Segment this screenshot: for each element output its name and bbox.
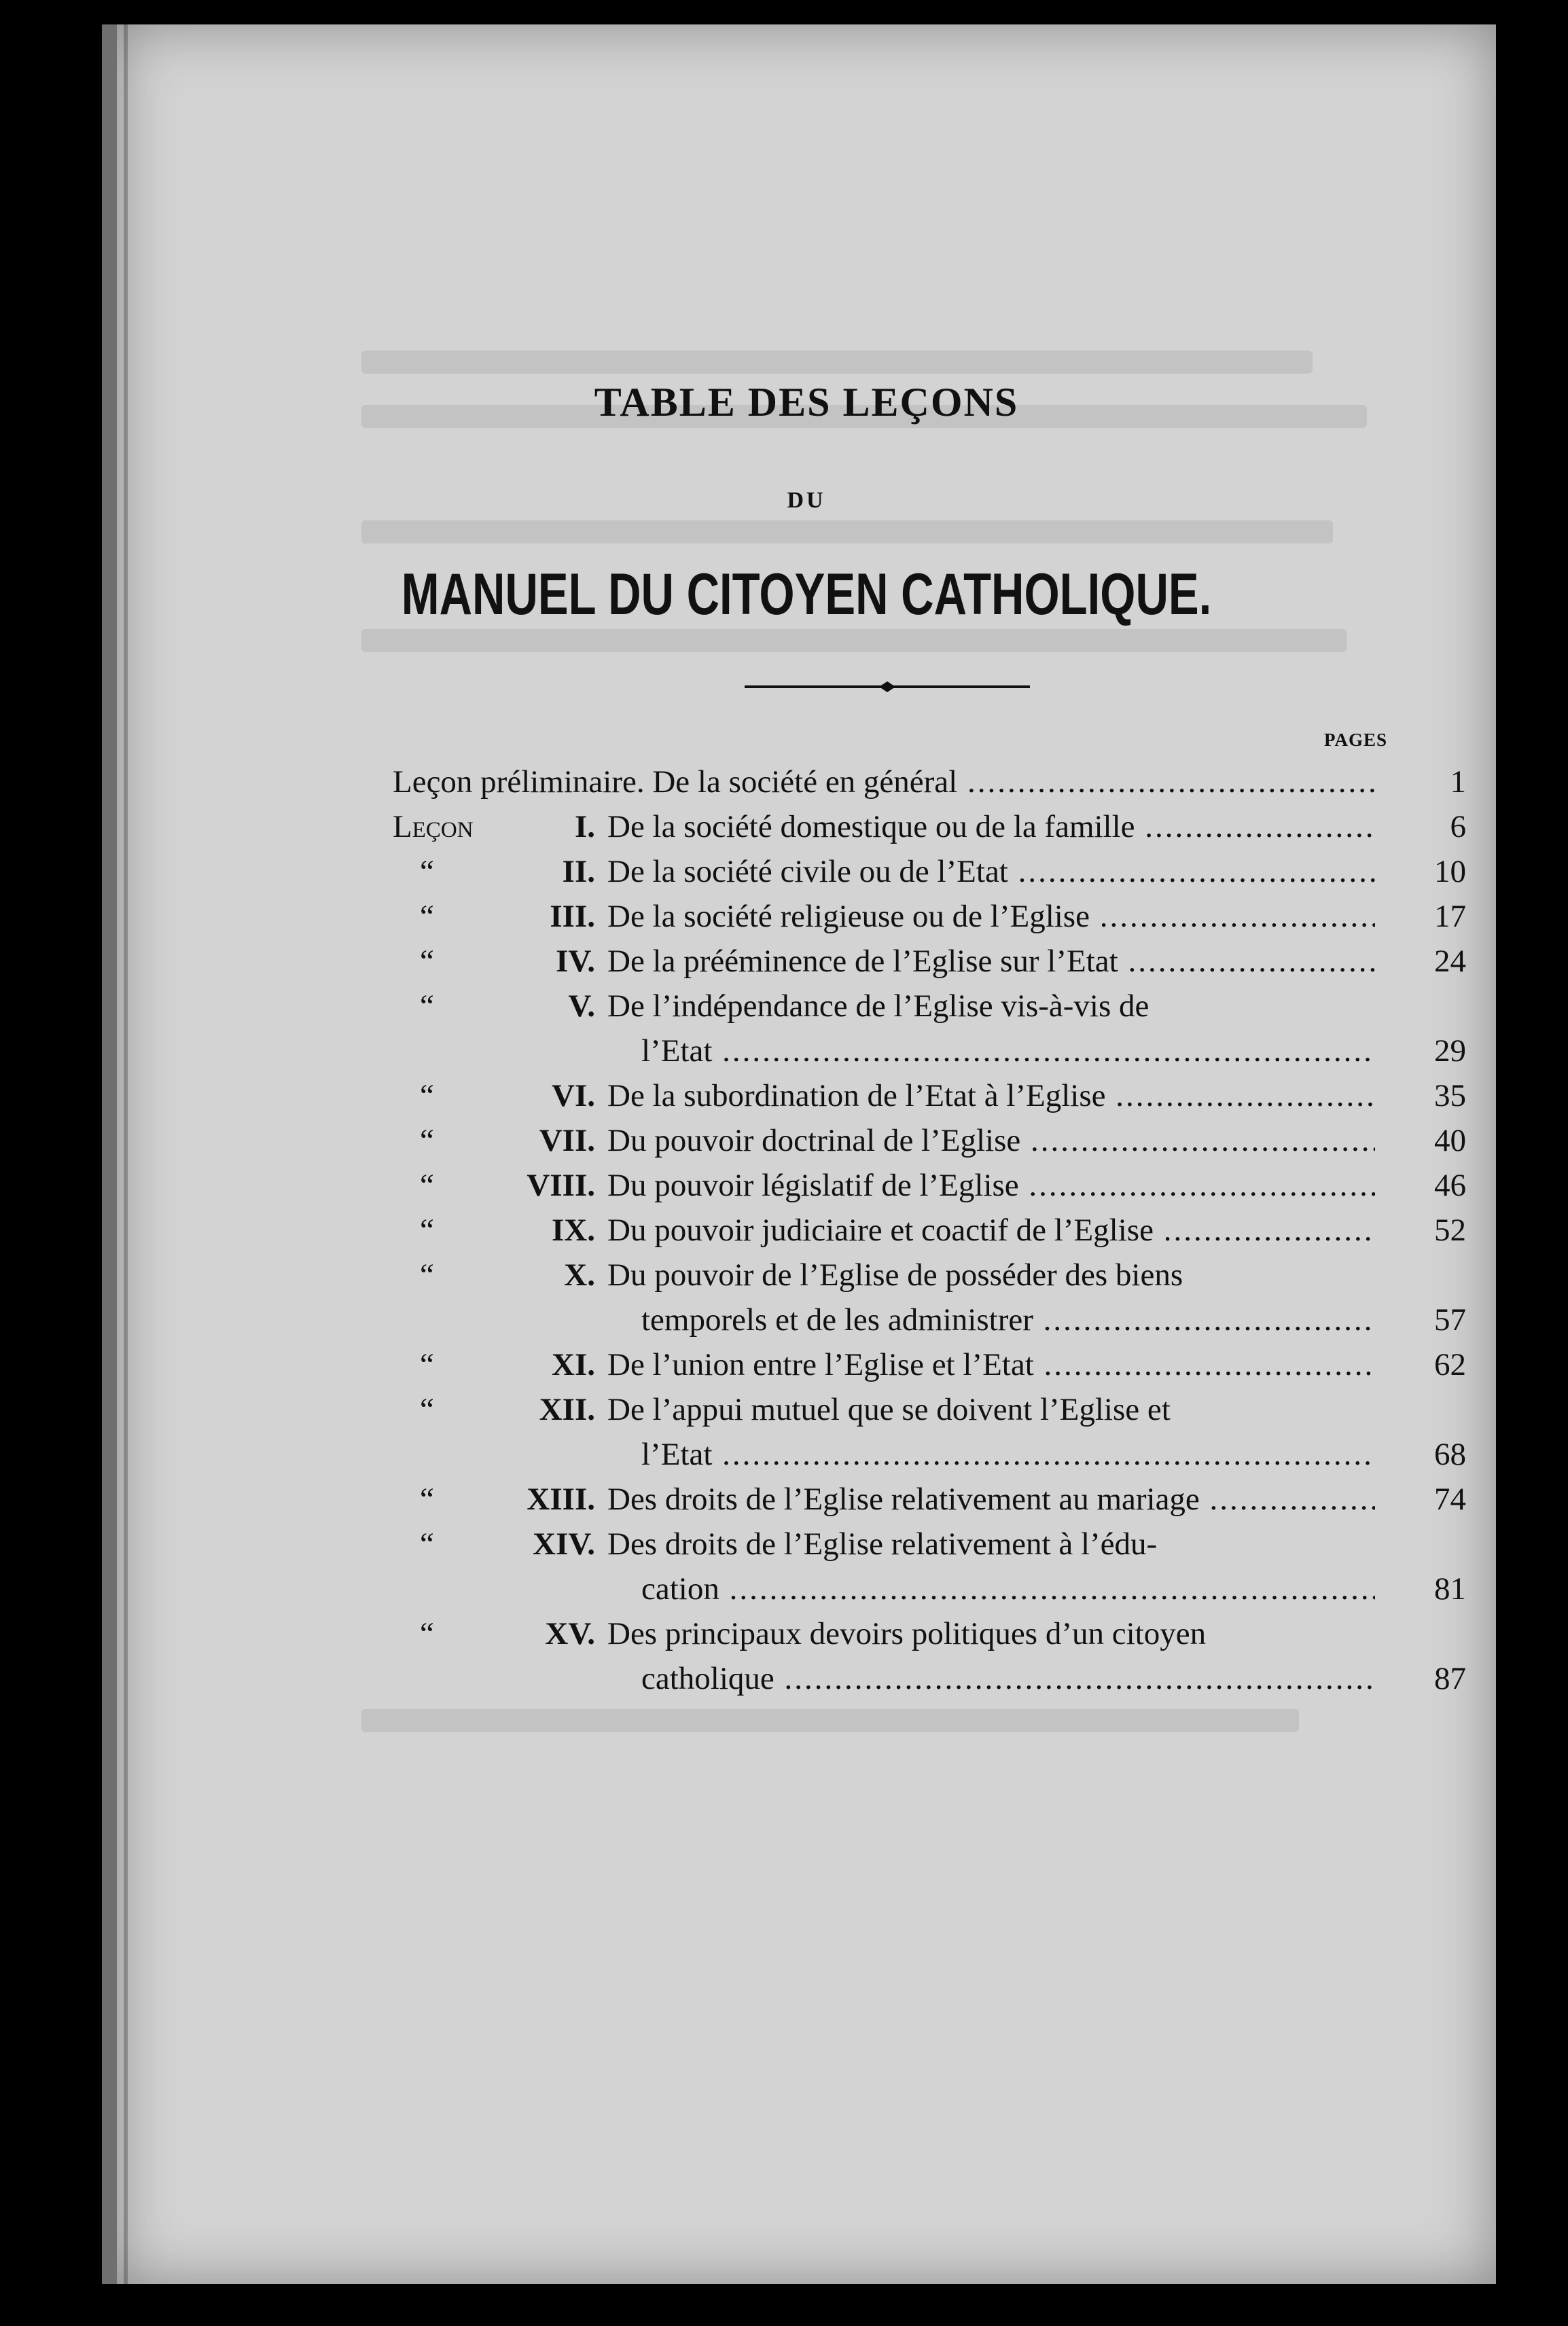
- toc-entry-title: [607, 1611, 1375, 1656]
- toc-entry: [393, 1477, 1466, 1522]
- page-number: 87: [1434, 1661, 1466, 1696]
- lesson-number: IV.: [556, 944, 595, 979]
- page-spine-edge: [124, 24, 128, 2284]
- page-number: 29: [1434, 1033, 1466, 1069]
- toc-entry-continuation: [393, 1028, 1466, 1073]
- toc-entry-prefix: “: [420, 1526, 434, 1562]
- bleed-through-line: [361, 629, 1347, 652]
- toc-entry-text: Du pouvoir législatif de l’Eglise .....: [607, 1168, 1375, 1203]
- lesson-number: VI.: [552, 1078, 595, 1113]
- toc-entry-title: [607, 894, 1375, 939]
- toc-entry-title: [607, 1432, 1375, 1477]
- page-number: 35: [1434, 1078, 1466, 1113]
- lesson-number: XII.: [539, 1392, 595, 1427]
- title-du: DU: [787, 488, 826, 513]
- toc-entry-title: [607, 939, 1375, 984]
- toc-entry-text: De la société civile ou de l’Etat .....: [607, 854, 1375, 889]
- page-number: 46: [1434, 1168, 1466, 1203]
- lesson-number: X.: [564, 1257, 595, 1293]
- toc-entry-prefix: “: [420, 1482, 434, 1517]
- toc-entry-text: De la société religieuse ou de l’Eglise .....: [607, 899, 1375, 934]
- page-number: 1: [1450, 764, 1466, 800]
- toc-entry-text: De l’union entre l’Eglise et l’Etat .....: [607, 1347, 1375, 1382]
- toc-entry-text: De la prééminence de l’Eglise sur l’Etat .....: [607, 944, 1375, 979]
- toc-entry-text: De la subordination de l’Etat à l’Eglise .....: [607, 1078, 1375, 1113]
- toc-entry-prefix: “: [420, 1257, 434, 1293]
- toc-entry-title: [607, 1208, 1375, 1253]
- toc-entry: [393, 1118, 1466, 1163]
- toc-entry-text-continued: temporels et de les administrer .....: [641, 1302, 1375, 1338]
- toc-entry-title: [607, 984, 1375, 1028]
- page-number: 24: [1434, 944, 1466, 979]
- toc-entry-title: [393, 759, 1375, 804]
- table-of-contents: [393, 759, 1466, 1701]
- toc-entry-continuation: [393, 1298, 1466, 1342]
- toc-entry-title: [607, 1253, 1375, 1298]
- toc-entry-text: De l’appui mutuel que se doivent l’Eglise et: [607, 1392, 1171, 1427]
- toc-entry: [393, 1522, 1466, 1567]
- toc-entry-title: [607, 1028, 1375, 1073]
- toc-entry-prefix: “: [420, 944, 434, 979]
- toc-entry-text-continued: l’Etat .....: [641, 1033, 1375, 1069]
- page-number: 10: [1434, 854, 1466, 889]
- toc-entry-prefix: “: [420, 1213, 434, 1248]
- toc-entry-text: Du pouvoir judiciaire et coactif de l’Eglise .....: [607, 1213, 1375, 1248]
- toc-entry-title: [607, 1387, 1375, 1432]
- toc-entry: [393, 1208, 1466, 1253]
- toc-entry-text: De la société domestique ou de la famille .....: [607, 809, 1375, 844]
- toc-entry-title: [607, 1163, 1375, 1208]
- lesson-number: V.: [568, 988, 595, 1024]
- toc-entry-prefix: Leçon préliminaire.: [393, 764, 645, 800]
- toc-entry-prefix: Leçon: [393, 809, 474, 844]
- toc-entry-prefix: “: [420, 1078, 434, 1113]
- toc-entry-text: De la société en général .....: [652, 764, 1375, 800]
- toc-entry-text-continued: cation .....: [641, 1571, 1375, 1607]
- toc-entry-prefix: “: [420, 1392, 434, 1427]
- page-number: 52: [1434, 1213, 1466, 1248]
- toc-entry: [393, 1073, 1466, 1118]
- toc-entry-text: Du pouvoir doctrinal de l’Eglise .....: [607, 1123, 1375, 1158]
- toc-entry: [393, 759, 1466, 804]
- bleed-through-line: [361, 520, 1333, 543]
- page-number: 81: [1434, 1571, 1466, 1607]
- page-number: 6: [1450, 809, 1466, 844]
- toc-entry-text-continued: catholique .....: [641, 1661, 1375, 1696]
- ornament-rule: [745, 677, 1030, 697]
- lesson-number: VII.: [539, 1123, 595, 1158]
- page-number: 40: [1434, 1123, 1466, 1158]
- page-number: 62: [1434, 1347, 1466, 1382]
- toc-entry-text: Du pouvoir de l’Eglise de posséder des biens: [607, 1257, 1183, 1293]
- toc-entry-title: [607, 1567, 1375, 1611]
- toc-entry-prefix: “: [420, 1168, 434, 1203]
- book-title: MANUEL DU CITOYEN CATHOLIQUE.: [401, 562, 1212, 627]
- toc-entry-prefix: “: [420, 854, 434, 889]
- bleed-through-line: [361, 1709, 1299, 1732]
- toc-entry: [393, 939, 1466, 984]
- book-page: [102, 24, 1496, 2284]
- toc-entry-title: [607, 1342, 1375, 1387]
- toc-entry-text: De l’indépendance de l’Eglise vis-à-vis de: [607, 988, 1150, 1024]
- table-title: TABLE DES LEÇONS: [594, 380, 1019, 425]
- lesson-number: I.: [574, 809, 595, 844]
- lesson-number: III.: [550, 899, 595, 934]
- toc-entry-text: Des droits de l’Eglise relativement à l’édu-: [607, 1526, 1158, 1562]
- page-number: 17: [1434, 899, 1466, 934]
- lesson-number: XI.: [552, 1347, 595, 1382]
- toc-entry-continuation: [393, 1432, 1466, 1477]
- toc-entry-title: [607, 1118, 1375, 1163]
- toc-entry: [393, 1163, 1466, 1208]
- toc-entry-prefix: “: [420, 1616, 434, 1651]
- toc-entry-title: [607, 849, 1375, 894]
- toc-entry-title: [607, 1073, 1375, 1118]
- toc-entry-text: Des droits de l’Eglise relativement au mariage .....: [607, 1482, 1375, 1517]
- toc-entry-text-continued: l’Etat .....: [641, 1437, 1375, 1472]
- page-number: 74: [1434, 1482, 1466, 1517]
- toc-entry-prefix: “: [420, 1123, 434, 1158]
- toc-entry-title: [607, 1298, 1375, 1342]
- toc-entry: [393, 1387, 1466, 1432]
- toc-entry-title: [607, 1656, 1375, 1701]
- lesson-number: XIII.: [527, 1482, 595, 1517]
- toc-entry: [393, 804, 1466, 849]
- toc-entry-continuation: [393, 1567, 1466, 1611]
- toc-entry-title: [607, 1477, 1375, 1522]
- bleed-through-line: [361, 351, 1313, 374]
- lesson-number: IX.: [552, 1213, 595, 1248]
- lesson-number: II.: [562, 854, 595, 889]
- toc-entry: [393, 849, 1466, 894]
- toc-entry-title: [607, 804, 1375, 849]
- toc-entry: [393, 1342, 1466, 1387]
- toc-entry: [393, 1253, 1466, 1298]
- toc-entry-prefix: “: [420, 1347, 434, 1382]
- toc-entry-prefix: “: [420, 988, 434, 1024]
- toc-entry-text: Des principaux devoirs politiques d’un citoyen: [607, 1616, 1207, 1651]
- page-number: 68: [1434, 1437, 1466, 1472]
- toc-entry-continuation: [393, 1656, 1466, 1701]
- page-number: 57: [1434, 1302, 1466, 1338]
- toc-entry: [393, 984, 1466, 1028]
- lesson-number: XV.: [545, 1616, 595, 1651]
- toc-entry: [393, 894, 1466, 939]
- lesson-number: XIV.: [533, 1526, 595, 1562]
- pages-column-label: PAGES: [1323, 730, 1387, 750]
- lesson-number: VIII.: [527, 1168, 595, 1203]
- toc-entry-title: [607, 1522, 1375, 1567]
- toc-entry-prefix: “: [420, 899, 434, 934]
- toc-entry: [393, 1611, 1466, 1656]
